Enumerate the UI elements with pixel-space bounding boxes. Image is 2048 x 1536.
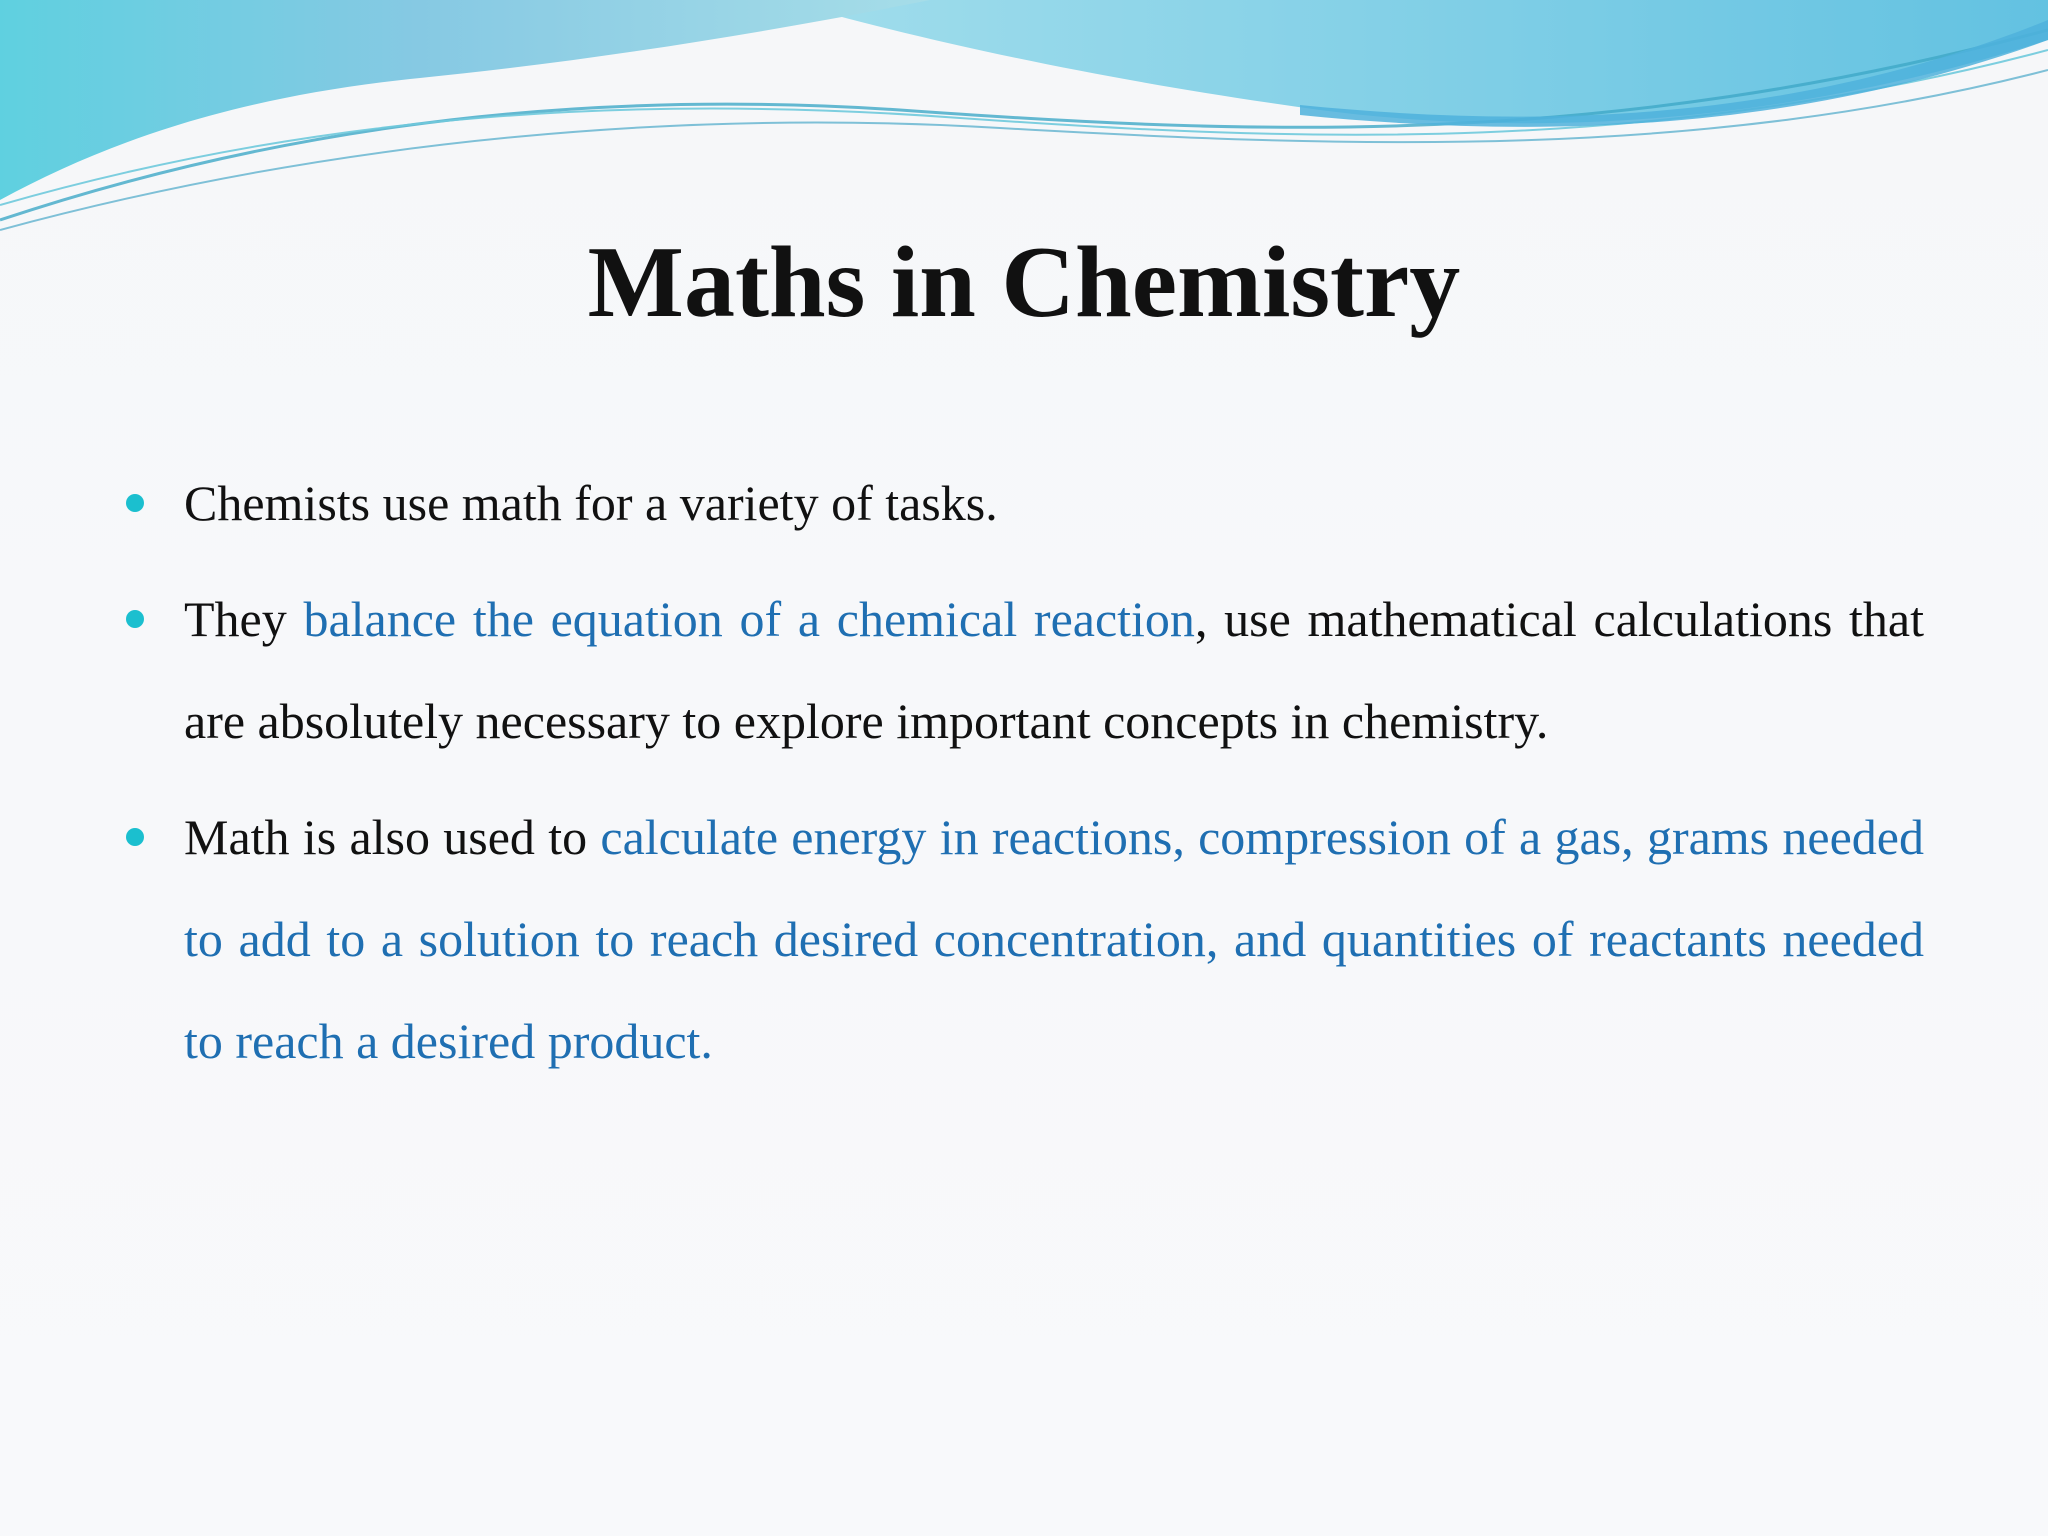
bullet-icon bbox=[126, 494, 144, 512]
highlighted-text: balance the equation of a chemical reaction bbox=[303, 591, 1195, 647]
bullet-text: Math is also used to bbox=[184, 809, 601, 865]
bullet-text: , use mathematical calculations that are absolutely necessary to explore important concepts in chemistry. bbox=[184, 591, 1925, 749]
header-wave-decoration bbox=[0, 0, 2048, 240]
bullet-item bbox=[120, 786, 1924, 1092]
bullet-item bbox=[120, 452, 1924, 554]
bullet-item bbox=[120, 568, 1924, 772]
bullet-icon bbox=[126, 828, 144, 846]
bullet-text: Chemists use math for a variety of tasks. bbox=[184, 475, 998, 531]
bullet-text: They bbox=[184, 591, 304, 647]
highlighted-text: calculate energy in reactions, compression of a gas, grams needed to add to a solution to reach desired concentration, and quantities of reactants needed to reach a desired product. bbox=[184, 809, 1924, 1069]
slide-title: Maths in Chemistry bbox=[587, 226, 1461, 339]
bullet-list bbox=[120, 452, 1924, 1106]
bullet-icon bbox=[126, 610, 144, 628]
